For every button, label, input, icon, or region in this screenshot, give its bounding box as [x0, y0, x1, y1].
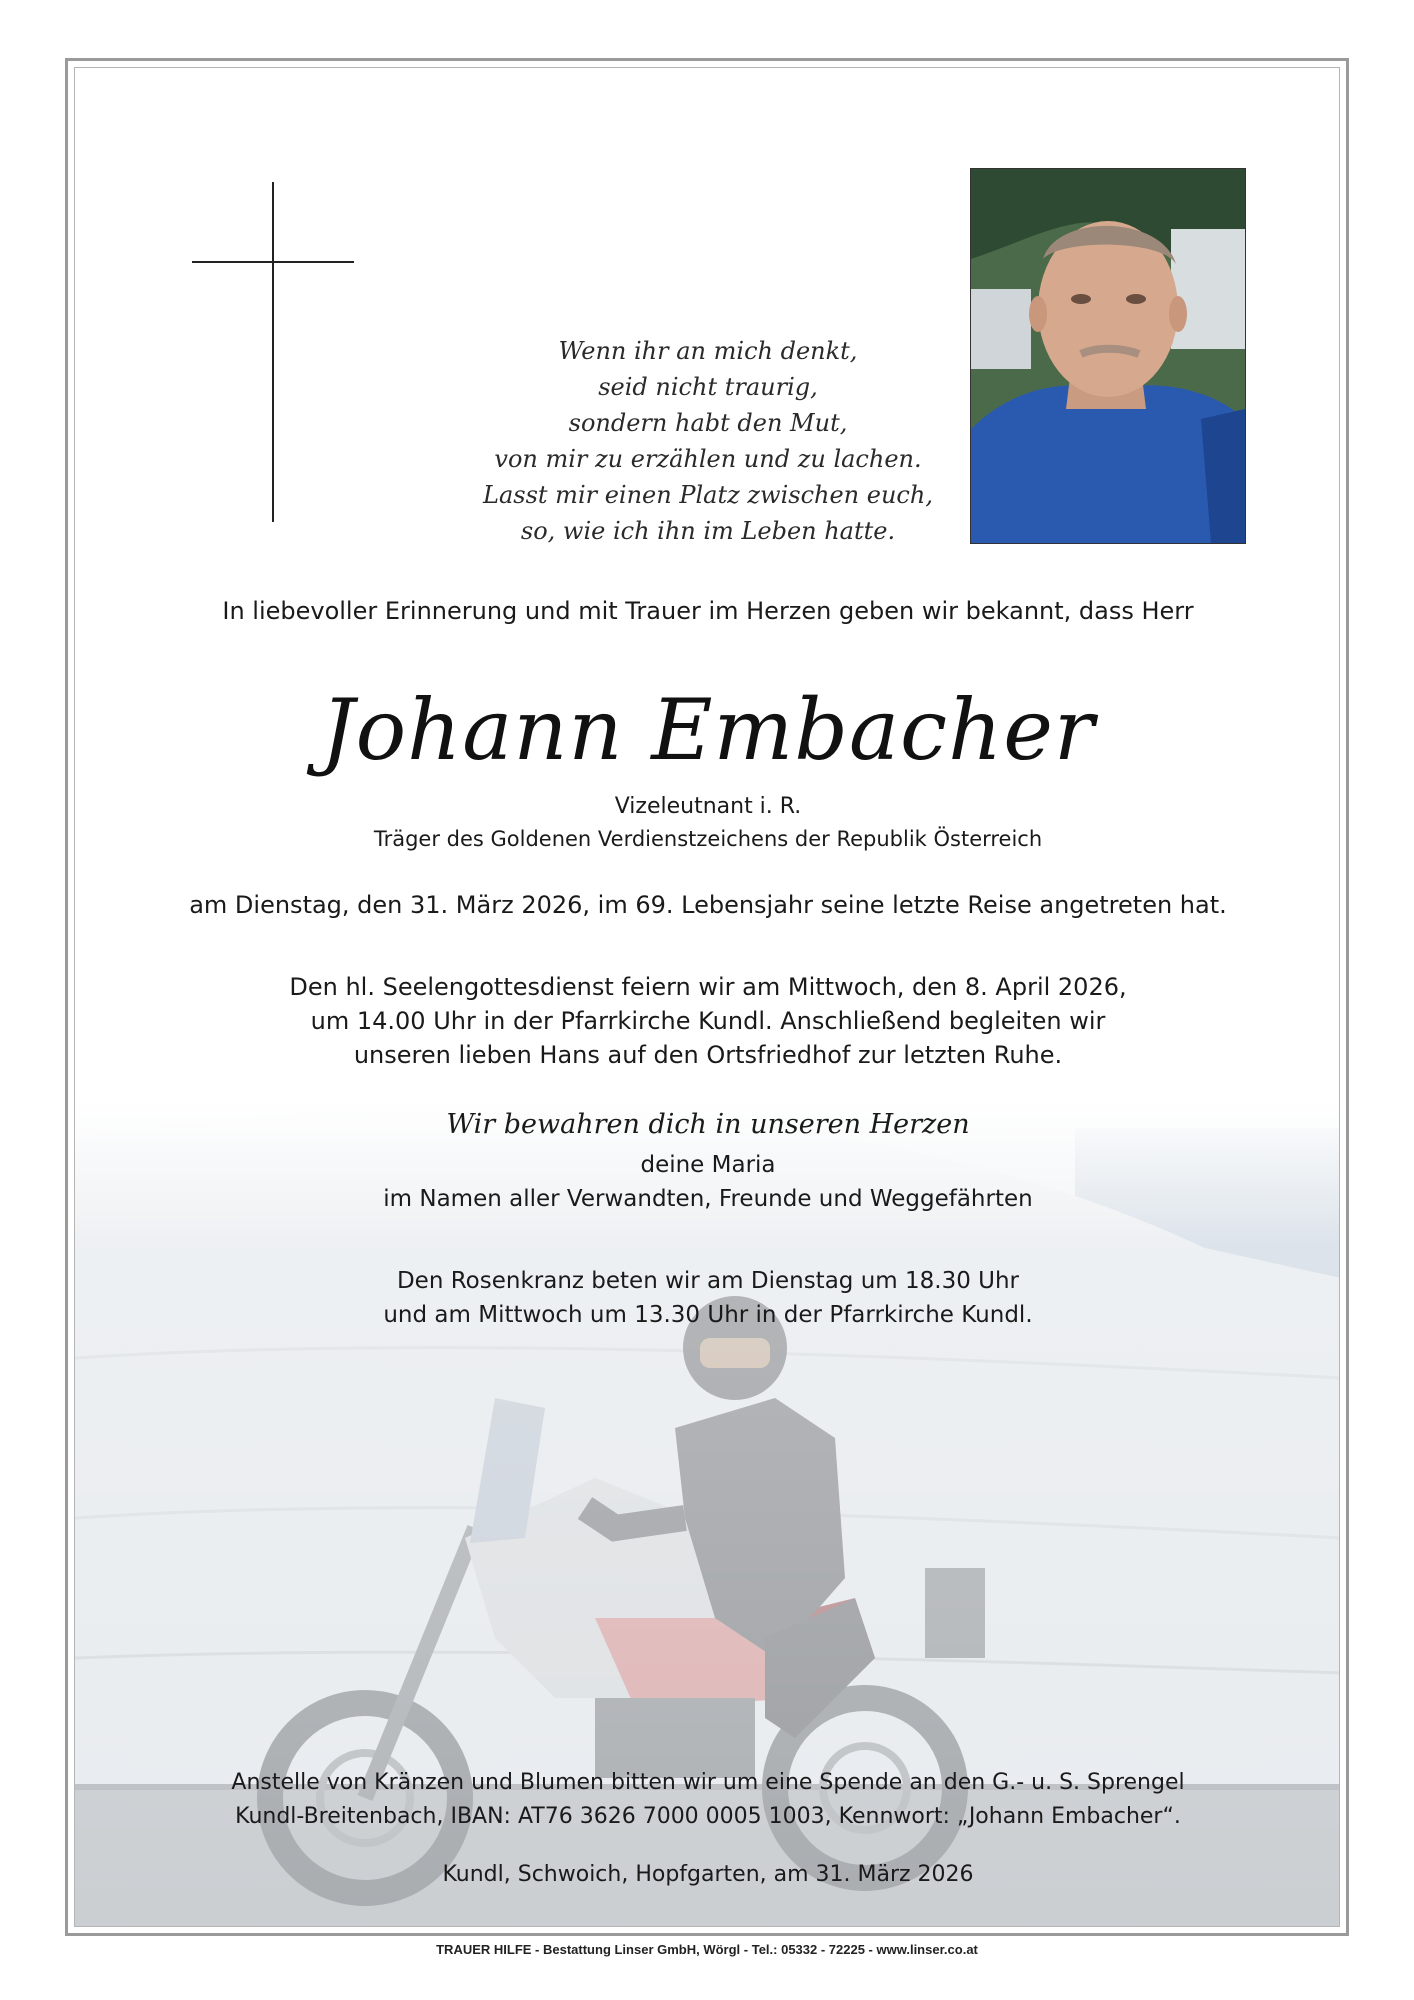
death-statement: am Dienstag, den 31. März 2026, im 69. Lebensjahr seine letzte Reise angetreten hat. — [189, 891, 1227, 919]
poem — [75, 333, 1340, 549]
poem-line: von mir zu erzählen und zu lachen. — [494, 445, 922, 473]
poem-line: seid nicht traurig, — [598, 373, 818, 401]
funeral-home-footer: TRAUER HILFE - Bestattung Linser GmbH, Wörgl - Tel.: 05332 - 72225 - www.linser.co.at — [436, 1942, 978, 1957]
rosary-line: und am Mittwoch um 13.30 Uhr in der Pfarrkirche Kundl. — [383, 1302, 1033, 1328]
donation-line: Kundl-Breitenbach, IBAN: AT76 3626 7000 0005 1003, Kennwort: „Johann Embacher“. — [235, 1804, 1181, 1829]
deceased-name: Johann Embacher — [320, 681, 1096, 779]
poem-line: so, wie ich ihn im Leben hatte. — [520, 517, 896, 545]
rosary-info — [75, 1264, 1340, 1332]
poem-line: sondern habt den Mut, — [568, 409, 848, 437]
mourners-line: im Namen aller Verwandten, Freunde und Weggefährten — [383, 1186, 1033, 1212]
poem-line: Lasst mir einen Platz zwischen euch, — [483, 481, 933, 509]
service-line: um 14.00 Uhr in der Pfarrkirche Kundl. Anschließend begleiten wir — [310, 1007, 1106, 1035]
rosary-line: Den Rosenkranz beten wir am Dienstag um 18.30 Uhr — [396, 1268, 1020, 1294]
place-and-date: Kundl, Schwoich, Hopfgarten, am 31. März 2026 — [442, 1862, 974, 1887]
decoration: Träger des Goldenen Verdienstzeichens der Republik Österreich — [373, 827, 1043, 851]
donation-request — [75, 1766, 1340, 1834]
donation-line: Anstelle von Kränzen und Blumen bitten wir um eine Spende an den G.- u. S. Sprengel — [231, 1770, 1185, 1795]
inner-frame — [74, 67, 1340, 1927]
funeral-service-info — [75, 970, 1340, 1072]
mourners — [75, 1148, 1340, 1216]
remembrance-line: Wir bewahren dich in unseren Herzen — [446, 1109, 970, 1140]
mourners-line: deine Maria — [640, 1152, 776, 1178]
service-line: unseren lieben Hans auf den Ortsfriedhof zur letzten Ruhe. — [353, 1041, 1063, 1069]
rank: Vizeleutnant i. R. — [614, 794, 802, 819]
service-line: Den hl. Seelengottesdienst feiern wir am Mittwoch, den 8. April 2026, — [289, 973, 1127, 1001]
announcement-intro: In liebevoller Erinnerung und mit Trauer im Herzen geben wir bekannt, dass Herr — [222, 597, 1194, 625]
poem-line: Wenn ihr an mich denkt, — [558, 337, 858, 365]
